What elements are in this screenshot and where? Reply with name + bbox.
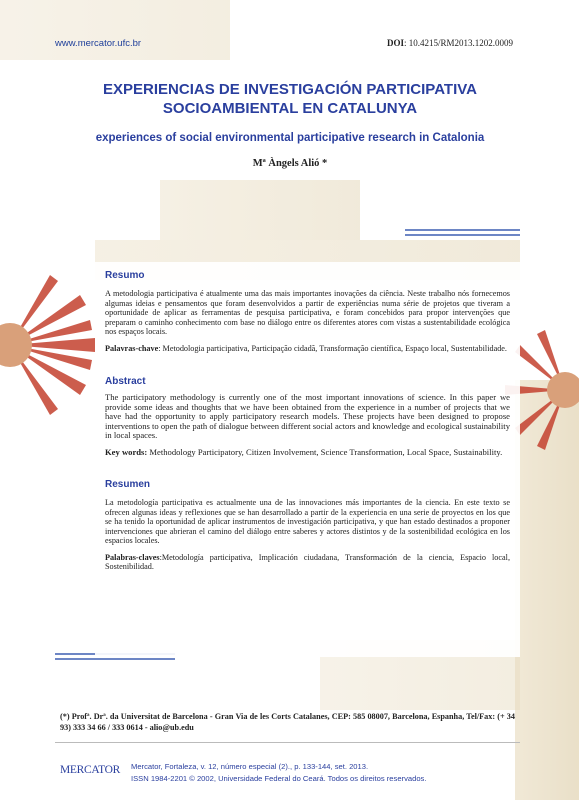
author-footnote [60,711,515,733]
abstract-keywords [105,448,510,458]
citation-line: Mercator, Fortaleza, v. 12, número especial (2)., p. 133-144, set. 2013. [131,762,369,771]
resumen-keywords-label: Palabras-claves [105,552,160,562]
resumo-section [105,270,510,353]
resumo-keywords [105,344,510,354]
resumo-keywords-label: Palavras-chave [105,343,159,353]
article-subtitle: experiences of social environmental participative research in Catalonia [95,132,485,144]
author-name: Mª Àngels Alió * [252,158,328,169]
footnote-text: Profª. Drª. da Universitat de Barcelona - Gran Via de les Corts Catalanes, CEP: 585 08007, Barcelona, Espanha, Tel/Fax: (+ 34 93) 333 34 66 / 333 0614 - alio@ub.edu [60,712,515,732]
footer-divider [55,742,520,743]
journal-citation [131,761,426,785]
title-line-2: SOCIOAMBIENTAL EN CATALUNYA [162,100,418,117]
footnote-marker: (*) [60,712,70,721]
paper-texture-left [0,0,230,60]
paper-texture-top [160,180,360,240]
copyright-line: ISSN 1984-2201 © 2002, Universidade Federal do Ceará. Todos os direitos reservados. [131,774,427,783]
doi-value: : 10.4215/RM2013.1202.0009 [403,38,513,48]
mercator-logo: MERCATOR [60,764,121,776]
abstract-section [105,376,510,458]
abstract-keywords-label: Key words: [105,446,148,457]
doi-label: DOI [386,38,404,48]
abstract-keywords-text: Methodology Participatory, Citizen Involvement, Science Transformation, Local Space, Sustainability. [147,446,503,457]
abstract-heading: Abstract [105,376,146,387]
resumen-heading: Resumen [105,479,151,490]
title-line-1: EXPERIENCIAS DE INVESTIGACIÓN PARTICIPATIVA [103,81,477,98]
resumo-heading: Resumo [105,270,145,281]
journal-url-link[interactable]: www.mercator.ufc.br [55,38,142,49]
abstract-body: The participatory methodology is currently one of the most important innovations of science. In this paper we provide some ideas and thoughts that we have been obtained from the experience in a number of projects that we have had the opportunity to apply participatory research models. These projects have been designed to propose interventions to open the path of dialogue between different social actors and knowledge and ecological sustainability in local spaces. [105,392,510,441]
resumen-keywords-text: :Metodología participativa, Implicación ciudadana, Transformación de la ciencia, Espacio local, Sostenibilidad. [105,552,510,571]
resumen-section [105,479,510,572]
resumen-keywords [105,553,510,572]
doi [387,38,513,48]
sun-ornament-left-icon [0,275,100,415]
resumo-keywords-text: : Metodologia participativa, Participação cidadã, Transformação científica, Espaço local, Sustentabilidade. [158,343,507,353]
article-title [60,80,520,118]
resumo-body: A metodologia participativa é atualmente uma das mais importantes inovações da ciência. Neste trabalho nós fornecemos algumas ideias e pensamentos que foram desenvolvidos a partir de experiências numa série de projetos que tiveram a oportunidade de aplicar as ferramentas de pesquisa participativa, e foram concebidos para propor intervenções que preparam o caminho conhecimento com base no diálogo entre os diferentes atores com vistas a sustentabilidade ecológica nos espaços locais. [105,289,510,336]
resumen-body: La metodología participativa es actualmente una de las innovaciones más importantes de la ciencia. En este texto se ofrecen algunas ideas y reflexiones que se han desarrollado a partir de la experiencia en una serie de proyectos en los que se ha tenido la oportunidad de aplicar instrumentos de investigación participativa, y que han estado destinados a proponer intervenciones que abrieran el camino del diálogo entre saberes y actores distintos y de la sostenibilidad ecológica en los espacios locales. [105,498,510,545]
decorative-rule-top-right [405,229,520,239]
